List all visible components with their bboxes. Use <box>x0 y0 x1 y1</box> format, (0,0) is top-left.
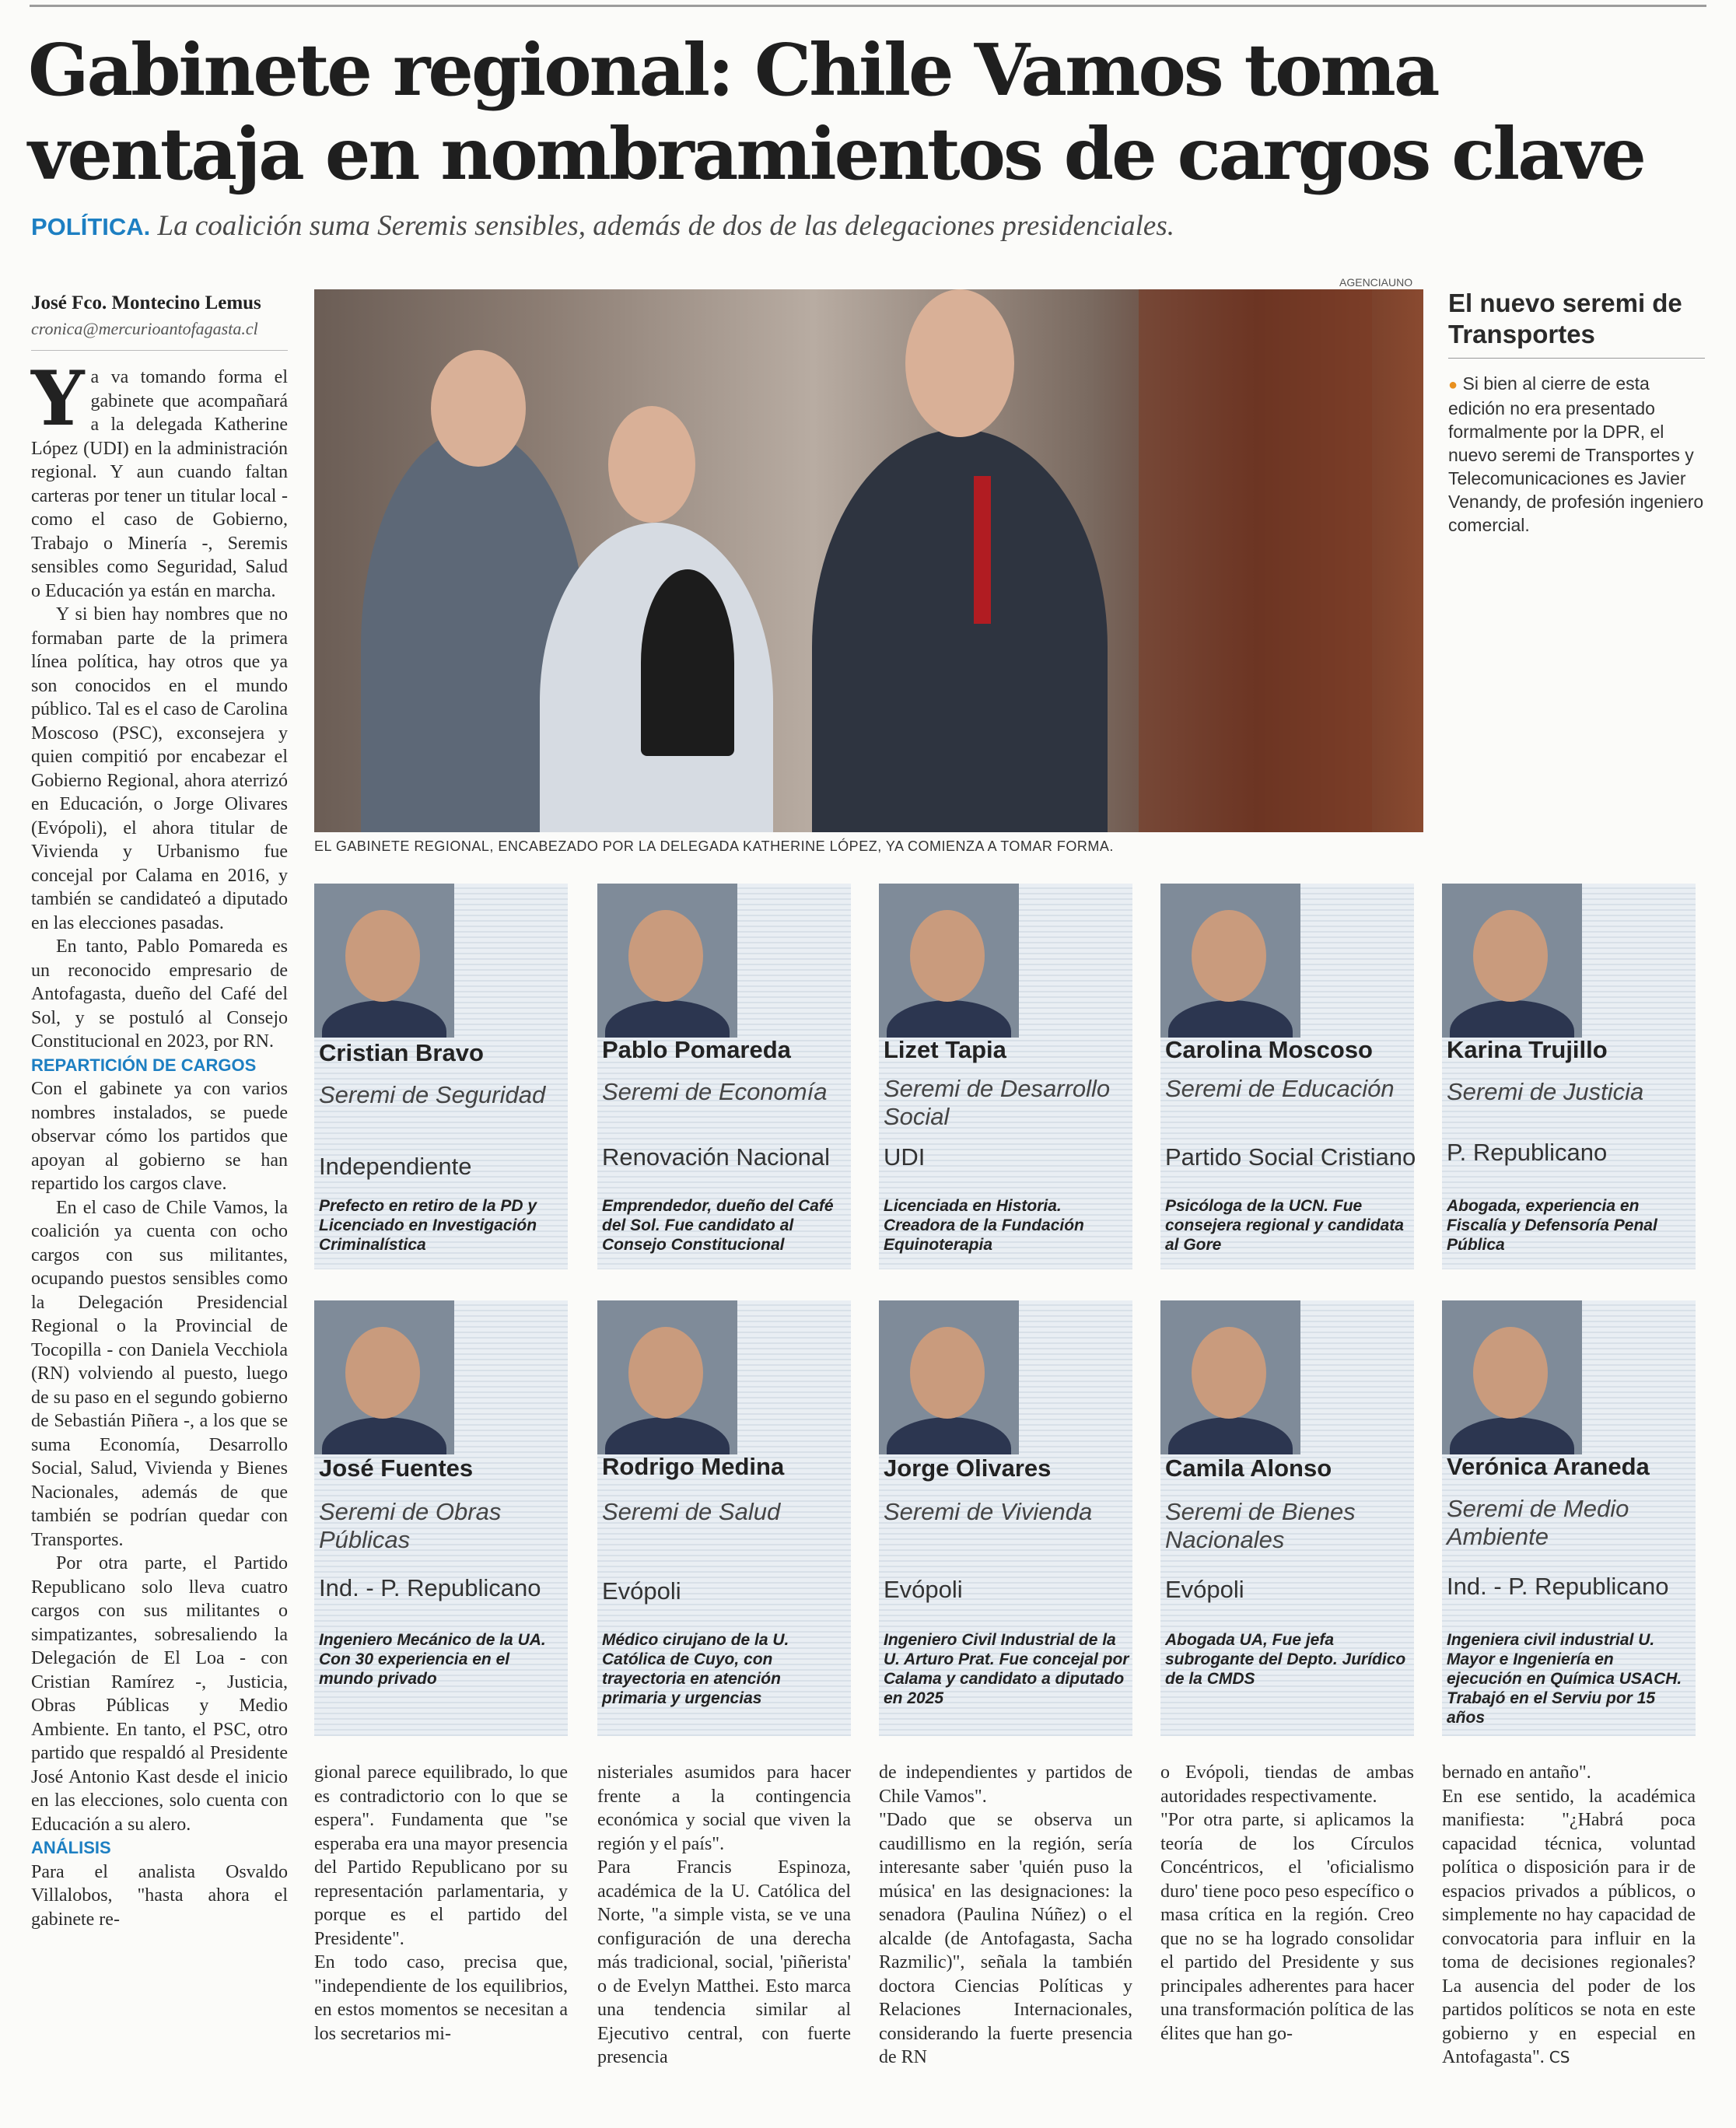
paragraph: Por otra parte, el Partido Republicano solo lleva cuatro cargos con sus militantes o simpatizantes, sobresaliendo la Delegación de El Loa - con Cristian Ramírez -, Justicia, Obras Públicas y Medio Ambiente. En tanto, el PSC, otro partido que respaldó al Presidente José Antonio Kast desde el inicio en las elecciones, solo cuenta con Educación a su alero. <box>31 1553 288 1835</box>
profile-description: Ingeniera civil industrial U. Mayor e Ingeniería en ejecución en Química USACH. Trabajó en el Serviu por 15 años <box>1447 1631 1682 1727</box>
sidebar-rule <box>1448 358 1705 359</box>
dropcap: Y <box>31 355 85 443</box>
profile-description: Ingeniero Civil Industrial de la U. Arturo Prat. Fue concejal por Calama y candidato a diputado en 2025 <box>884 1631 1129 1707</box>
article-column-3: nisteriales asumidos para hacer frente a la contingencia económica y social que viven la región y el país". Para Francis Espinoza, académica de la U. Católica del Norte, "a simple vista, se ve una configuración de una derecha más tradicional, social, 'piñerista' o de Evelyn Matthei. Esto marca una tendencia similar al Ejecutivo central, con fuerte presencia <box>597 1762 851 2067</box>
paragraph: Ya va tomando forma el gabinete que acompañará a la delegada Katherine López (UDI) en la administración regional. Y aun cuando faltan carteras por tener un titular local - como el caso de Gobierno, Trabajo o Minería -, Seremis sensibles como Seguridad, Salud o Educación ya están en marcha. <box>31 355 288 601</box>
profile-card <box>597 884 851 1269</box>
column-text: bernado en antaño". En ese sentido, la académica manifiesta: "¿Habrá poca capacidad técnica, voluntad política o disposición para ir de espacios privados a públicos, o simplemente no hay capacidad de convocatoria para influir en la toma de decisiones regionales? La ausencia del poder de los partidos políticos se nota en este gobierno y en especial en Antofagasta". <box>1442 1762 1696 2067</box>
paragraph: Y si bien hay nombres que no formaban parte de la primera línea política, hay otros que ya son conocidos en el mundo público. Tal es el caso de Carolina Moscoso (PSC), exconsejera y quien compitió por encabezar el Gobierno Regional, ahora aterrizó en Educación, o Jorge Olivares (Evópoli), el ahora titular de Vivienda y Urbanismo fue concejal por Calama en 2016, y también se candidateó a diputado en las elecciones pasadas. <box>31 604 288 933</box>
paragraph: Para el analista Osvaldo Villalobos, "hasta ahora el gabinete re- <box>31 1861 288 1930</box>
profile-role: Seremi de Economía <box>602 1078 828 1105</box>
profile-party: Evópoli <box>1165 1576 1244 1603</box>
profile-name: Jorge Olivares <box>884 1454 1052 1482</box>
profile-party: Evópoli <box>884 1576 963 1603</box>
profile-role: Seremi de Medio Ambiente <box>1447 1495 1629 1550</box>
main-photo <box>314 289 1423 832</box>
end-mark: CS <box>1549 2048 1570 2067</box>
profile-party: Independiente <box>319 1153 472 1180</box>
paragraph: En el caso de Chile Vamos, la coalición ya cuenta con ocho cargos con sus militantes, ocupando puestos sensibles como la Delegación Presidencial Regional o la Provincial de Tocopilla - con Daniela Vecchiola (RN) volviendo al puesto, luego de su paso en el segundo gobierno de Sebastián Piñera -, a los que se suma Economía, Desarrollo Social, Salud, Vivienda y Bienes Nacionales, además de que también se podrían quedar con Transportes. <box>31 1197 288 1550</box>
paragraph: Con el gabinete ya con varios nombres instalados, se puede observar cómo los partidos que apoyan al gobierno se han repartido los cargos clave. <box>31 1079 288 1194</box>
profile-role: Seremi de Desarrollo Social <box>884 1075 1111 1130</box>
profile-name: Carolina Moscoso <box>1165 1036 1373 1063</box>
article-column-6 <box>1442 1761 1696 2070</box>
profile-party: UDI <box>884 1143 926 1171</box>
profile-description: Abogada UA, Fue jefa subrogante del Depto. Jurídico de la CMDS <box>1165 1631 1406 1688</box>
profile-name: Pablo Pomareda <box>602 1036 791 1063</box>
profile-party: Renovación Nacional <box>602 1143 830 1171</box>
bullet-icon: ● <box>1448 376 1458 394</box>
sidebar-title: El nuevo seremi de Transportes <box>1448 289 1682 348</box>
profile-card <box>1442 884 1696 1269</box>
profile-card <box>1442 1300 1696 1736</box>
portrait-photo <box>1160 884 1300 1038</box>
headline: Gabinete regional: Chile Vamos toma ventaja en nombramientos de cargos clave <box>28 28 1644 196</box>
profile-card <box>314 884 568 1269</box>
profile-name: Cristian Bravo <box>319 1039 484 1066</box>
profile-name: Verónica Araneda <box>1447 1453 1650 1480</box>
profile-name: Karina Trujillo <box>1447 1036 1608 1063</box>
subhead-analisis: ANÁLISIS <box>31 1838 111 1857</box>
portrait-photo <box>314 884 454 1038</box>
profile-party: Partido Social Cristiano <box>1165 1143 1416 1171</box>
profile-role: Seremi de Obras Públicas <box>319 1498 502 1553</box>
portrait-photo <box>1442 884 1582 1038</box>
byline: José Fco. Montecino Lemus <box>31 292 261 313</box>
author-email[interactable]: cronica@mercurioantofagasta.cl <box>31 319 258 338</box>
profile-description: Médico cirujano de la U. Católica de Cuyo, con trayectoria en atención primaria y urgencias <box>602 1631 789 1707</box>
profile-party: Evópoli <box>602 1577 681 1605</box>
profile-party: Ind. - P. Republicano <box>319 1574 541 1601</box>
profile-name: Rodrigo Medina <box>602 1453 785 1480</box>
profile-name: Camila Alonso <box>1165 1454 1332 1482</box>
section-kicker: POLÍTICA. <box>31 213 151 240</box>
article-column-2: gional parece equilibrado, lo que es contradictorio con lo que se espera". Fundamenta que "se esperaba era una mayor presencia del Partido Republicano por su representación parlamentaria, y porque es el partido del Presidente". En todo caso, precisa que, "independiente de los equilibrios, en estos momentos se necesitan a los secretarios mi- <box>314 1762 568 2044</box>
portrait-photo <box>1442 1300 1582 1454</box>
profile-card <box>879 1300 1132 1736</box>
profile-name: José Fuentes <box>319 1454 474 1482</box>
subhead-reparticion: REPARTICIÓN DE CARGOS <box>31 1055 257 1075</box>
profile-card <box>1160 884 1414 1269</box>
article-column-1 <box>31 355 288 1931</box>
profile-description: Licenciada en Historia. Creadora de la Fundación Equinoterapia <box>884 1197 1084 1254</box>
profile-role: Seremi de Salud <box>602 1498 781 1525</box>
profile-description: Emprendedor, dueño del Café del Sol. Fue candidato al Consejo Constitucional <box>602 1197 834 1254</box>
profile-card <box>314 1300 568 1736</box>
profile-party: P. Republicano <box>1447 1139 1608 1166</box>
byline-rule <box>31 350 288 351</box>
portrait-photo <box>597 1300 737 1454</box>
photo-credit: AGENCIAUNO <box>1339 276 1413 289</box>
profile-description: Ingeniero Mecánico de la UA. Con 30 experiencia en el mundo privado <box>319 1631 546 1688</box>
profile-party: Ind. - P. Republicano <box>1447 1573 1669 1600</box>
profile-role: Seremi de Educación <box>1165 1075 1395 1102</box>
deck-text: La coalición suma Seremis sensibles, además de dos de las delegaciones presidenciales. <box>157 210 1174 242</box>
article-column-5: o Evópoli, tiendas de ambas autoridades respectivamente. "Por otra parte, si aplicamos la teoría de los Círculos Concéntricos, el 'oficialismo duro' tiene poco peso específico o masa crítica en la región. Creo que no se ha logrado consolidar el partido del Presidente y sus principales adherentes para hacer una transformación política de las élites que han go- <box>1160 1762 1414 2044</box>
sidebar-text: ● Si bien al cierre de esta edición no era presentado formalmente por la DPR, el nuevo seremi de Transportes y Telecomunicaciones es Javier Venandy, de profesión ingeniero comercial. <box>1448 373 1704 535</box>
portrait-photo <box>597 884 737 1038</box>
profile-description: Psicóloga de la UCN. Fue consejera regional y candidata al Gore <box>1165 1197 1404 1254</box>
profile-card <box>1160 1300 1414 1736</box>
photo-caption: EL GABINETE REGIONAL, ENCABEZADO POR LA DELEGADA KATHERINE LÓPEZ, YA COMIENZA A TOMAR FORMA. <box>314 838 1114 854</box>
profile-name: Lizet Tapia <box>884 1036 1006 1063</box>
deck <box>31 208 1174 245</box>
portrait-photo <box>879 884 1019 1038</box>
profile-description: Abogada, experiencia en Fiscalía y Defensoría Penal Pública <box>1447 1197 1657 1254</box>
top-rule <box>30 5 1706 7</box>
profile-card <box>879 884 1132 1269</box>
profile-description: Prefecto en retiro de la PD y Licenciado en Investigación Criminalística <box>319 1197 537 1254</box>
profile-role: Seremi de Bienes Nacionales <box>1165 1498 1356 1553</box>
profile-role: Seremi de Vivienda <box>884 1498 1093 1525</box>
profile-role: Seremi de Seguridad <box>319 1081 546 1108</box>
portrait-photo <box>879 1300 1019 1454</box>
portrait-photo <box>314 1300 454 1454</box>
paragraph: En tanto, Pablo Pomareda es un reconocido empresario de Antofagasta, dueño del Café del Sol, y se postuló al Consejo Constitucional en 2023, por RN. <box>31 936 288 1052</box>
profile-role: Seremi de Justicia <box>1447 1078 1644 1105</box>
portrait-photo <box>1160 1300 1300 1454</box>
profile-card <box>597 1300 851 1736</box>
article-column-4: de independientes y partidos de Chile Vamos". "Dado que se observa un caudillismo en la región, sería interesante saber 'quién puso la música' en las designaciones: la senadora (Paulina Núñez) o el alcalde (de Antofagasta, Sacha Razmilic)", señala la también doctora Ciencias Políticas y Relaciones Internacionales, considerando la fuerte presencia de RN <box>879 1762 1132 2067</box>
